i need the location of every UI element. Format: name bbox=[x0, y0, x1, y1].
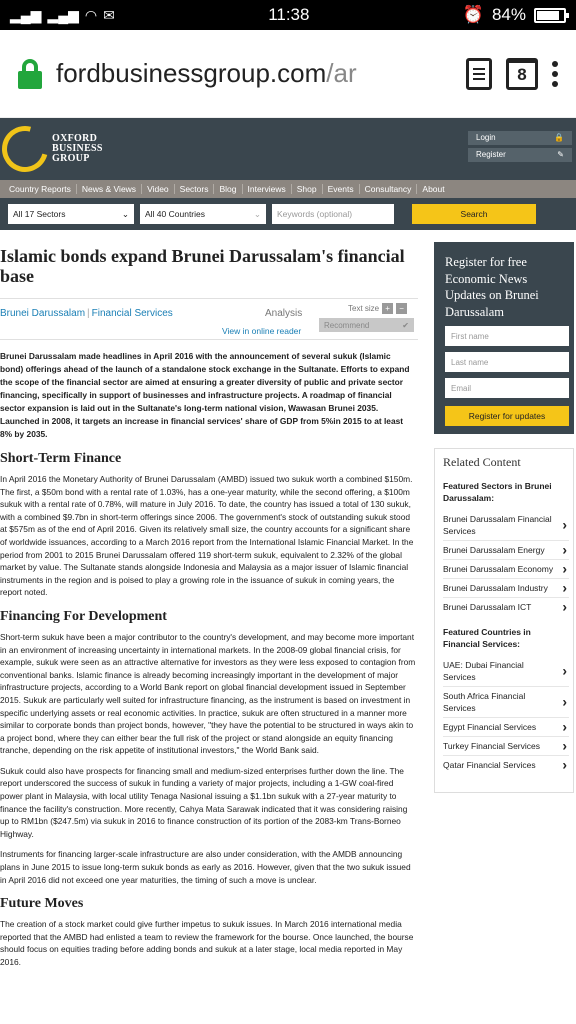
nav-sectors[interactable]: Sectors bbox=[175, 184, 215, 194]
nav-about[interactable]: About bbox=[422, 184, 445, 194]
nav-consultancy[interactable]: Consultancy bbox=[360, 184, 418, 194]
countries-heading: Featured Countries in Financial Services: bbox=[443, 627, 531, 649]
nav-blog[interactable]: Blog bbox=[214, 184, 242, 194]
alarm-icon: ⏰ bbox=[462, 5, 484, 24]
related-link[interactable]: Brunei Darussalam Economy › bbox=[443, 560, 569, 579]
nav-interviews[interactable]: Interviews bbox=[243, 184, 292, 194]
reader-mode-icon[interactable] bbox=[466, 58, 492, 90]
heading-short-term: Short-Term Finance bbox=[0, 451, 122, 466]
battery-percent: 84% bbox=[491, 5, 526, 24]
paragraph: The creation of a stock market could give further impetus to sukuk issues. In March 2016 international media reported that the AMBD had enlisted a team to review the framework for the bourse. Once launched, the bourse should focus on equities trading before adding bonds and sukuk at a later stage, local media reported in May 2016. bbox=[0, 919, 414, 967]
category-link-country[interactable]: Brunei Darussalam bbox=[0, 308, 86, 319]
view-reader-link[interactable]: View in online reader bbox=[222, 326, 302, 336]
related-link[interactable]: UAE: Dubai Financial Services › bbox=[443, 656, 569, 687]
article-title: Islamic bonds expand Brunei Darussalam's financial base bbox=[0, 246, 405, 286]
nav-video[interactable]: Video bbox=[142, 184, 175, 194]
related-link[interactable]: Brunei Darussalam ICT › bbox=[443, 598, 569, 616]
url-field[interactable]: fordbusinessgroup.com/ar bbox=[56, 58, 357, 88]
logo-ring-icon bbox=[0, 118, 56, 181]
register-box bbox=[434, 242, 574, 434]
tabs-button[interactable]: 8 bbox=[506, 58, 538, 90]
related-link[interactable]: Qatar Financial Services › bbox=[443, 756, 569, 774]
sidebar bbox=[434, 242, 574, 977]
article-lead: Brunei Darussalam made headlines in April 2016 with the announcement of several sukuk (Islamic bond) offerings ahead of the launch of a standalone stock exchange in the Sultanate. Efforts to expand the scope of the financial sector are aimed at ensuring a greater diversity of public and private sector financing, specifically in support of businesses and infrastructure projects. A roadmap of financial sector expansion is laid out in the Sultanate's long-term national vision, Wawasan Brunei 2035. Launched in 2008, it targets an increase in financial services' share of GDP from 5%in 2015 to at least 8% by 2035. bbox=[0, 351, 410, 439]
mail-icon: ✉ bbox=[103, 6, 115, 23]
related-content bbox=[434, 448, 574, 793]
status-icons bbox=[10, 7, 115, 24]
related-link[interactable]: Turkey Financial Services › bbox=[443, 737, 569, 756]
sectors-heading: Featured Sectors in Brunei Darussalam: bbox=[443, 481, 552, 503]
email-field[interactable]: Email bbox=[445, 378, 569, 398]
related-link[interactable]: South Africa Financial Services › bbox=[443, 687, 569, 718]
clock: 11:38 bbox=[268, 5, 310, 24]
menu-icon[interactable] bbox=[552, 61, 558, 87]
keywords-input[interactable]: Keywords (optional) bbox=[272, 204, 394, 224]
text-size-control: Text size + − bbox=[348, 303, 407, 314]
chevron-down-icon: ⌄ bbox=[253, 208, 261, 219]
main-nav bbox=[0, 180, 576, 198]
wifi-icon: ◠ bbox=[84, 6, 98, 23]
recommend-button[interactable]: Recommend ✔ bbox=[319, 318, 414, 332]
register-updates-button[interactable]: Register for updates bbox=[445, 406, 569, 426]
signal-2-icon: ▂▄▆ bbox=[47, 6, 79, 23]
nav-news-views[interactable]: News & Views bbox=[77, 184, 142, 194]
related-link[interactable]: Brunei Darussalam Energy › bbox=[443, 541, 569, 560]
chevron-down-icon: ⌄ bbox=[121, 208, 129, 219]
heading-development: Financing For Development bbox=[0, 608, 167, 624]
login-button[interactable]: Login 🔒 bbox=[468, 131, 572, 145]
heading-future: Future Moves bbox=[0, 896, 84, 912]
lock-icon[interactable] bbox=[18, 59, 42, 89]
signal-icon: ▂▄▆ bbox=[10, 6, 42, 23]
browser-toolbar bbox=[0, 30, 576, 118]
text-size-plus-button[interactable]: + bbox=[382, 303, 393, 314]
text-size-minus-button[interactable]: − bbox=[396, 303, 407, 314]
related-link[interactable]: Brunei Darussalam Financial Services › bbox=[443, 510, 569, 541]
nav-country-reports[interactable]: Country Reports bbox=[4, 184, 77, 194]
register-title: Register for free Economic News Updates on Brunei Darussalam bbox=[445, 255, 539, 319]
battery-icon bbox=[534, 8, 566, 23]
check-icon: ✔ bbox=[402, 320, 409, 330]
paragraph: Sukuk could also have prospects for financing small and medium-sized enterprises further down the line. The report underscored the success of sukuk in funding a variety of major projects, including a 1-GW coal-fired power plant in Malaysia, with local utility Tenaga Nasional issuing a $1.1bn sukuk with a 27-year maturity to finance the facility's construction. More recently, Cahya Mata Sarawak indicated that it was considering raising up to RM1bn ($247.5m) via sukuk in 2016 to finance construction of its portion of the 2083-km Trans-Borneo Highway. bbox=[0, 765, 408, 839]
article bbox=[0, 230, 418, 977]
site-header bbox=[0, 118, 576, 180]
article-type: Analysis bbox=[265, 308, 303, 319]
status-bar bbox=[0, 0, 576, 30]
nav-events[interactable]: Events bbox=[323, 184, 360, 194]
paragraph: Short-term sukuk have been a major contributor to the country's development, and may become more important in an environment of increasing uncertainty in international markets. In the 2008-09 global financial crisis, for example, sukuk were seen as an attractive alternative for investors as they were less exposed to contagion from conventional banks. Islamic finance is already becoming increasingly important in the development of major infrastructure projects, according to a World Bank report on global financial development issued in September 2015. Sukuk are particularly well suited for infrastructure financing, as the instrument is based on investment in specific underlying assets or real economic activities. In practice, sukuk are often structured in a manner more similar to corporate bonds than project bonds, however, "they have the potential to be structured in ways akin to a project bond, where they can either bear the full risk of the project or stand alongside an equity financing tranche, depending on the risk appetite of institutional investors," the World Bank said. bbox=[0, 631, 416, 756]
lock-small-icon: 🔒 bbox=[554, 133, 564, 142]
site-logo[interactable]: OXFORD BUSINESS GROUP bbox=[0, 126, 103, 172]
related-link[interactable]: Egypt Financial Services › bbox=[443, 718, 569, 737]
sector-select[interactable]: All 17 Sectors ⌄ bbox=[8, 204, 134, 224]
article-meta: Brunei Darussalam | Financial Services Analysis View in online reader Text size + − Recommend ✔ bbox=[0, 298, 418, 340]
edit-icon: ✎ bbox=[557, 150, 564, 159]
nav-shop[interactable]: Shop bbox=[292, 184, 323, 194]
category-link-sector[interactable]: Financial Services bbox=[91, 308, 173, 319]
related-title: Related Content bbox=[443, 455, 521, 469]
related-link[interactable]: Brunei Darussalam Industry › bbox=[443, 579, 569, 598]
paragraph: In April 2016 the Monetary Authority of Brunei Darussalam (AMBD) issued two sukuk worth a combined $150m. The first, a $50m bond with a rental rate of 1.03%, has a one-year maturity, while the second offering, a $100m sukuk with a rental rate of 0.78%, will mature in July 2016. To date, the country has issued a total of 130 sukuk, with a combined $9.7bn in short-term offerings since 2006. The government's stock of outstanding sukuk stood at $575m as of the end of April 2016. Given its relatively small size, the country accounts for a significant share of worldwide issuances, according to a March 2016 report from the International Islamic Financial Market. In the period from 2001 to 2015 Brunei Darussalam offered 119 short-term sukuk, equivalent to 2.32% of the global market by value. The Sultanate stands alongside Indonesia and Malaysia as a major issuer of Islamic financial instruments in the region and is poised to play a growing role in the issuance of sukuk in coming years, the report noted. bbox=[0, 474, 414, 598]
search-button[interactable]: Search bbox=[412, 204, 536, 224]
last-name-field[interactable]: Last name bbox=[445, 352, 569, 372]
country-select[interactable]: All 40 Countries ⌄ bbox=[140, 204, 266, 224]
first-name-field[interactable]: First name bbox=[445, 326, 569, 346]
paragraph: Instruments for financing larger-scale infrastructure are also under consideration, with the AMDB announcing plans in June 2015 to issue long-term sukuk bonds as early as 2016. However, given that the two sukuk issued in April 2016 did not exceed one year maturities, the timing of such a move is unclear. bbox=[0, 849, 411, 885]
register-button[interactable]: Register ✎ bbox=[468, 148, 572, 162]
search-bar bbox=[0, 198, 576, 230]
